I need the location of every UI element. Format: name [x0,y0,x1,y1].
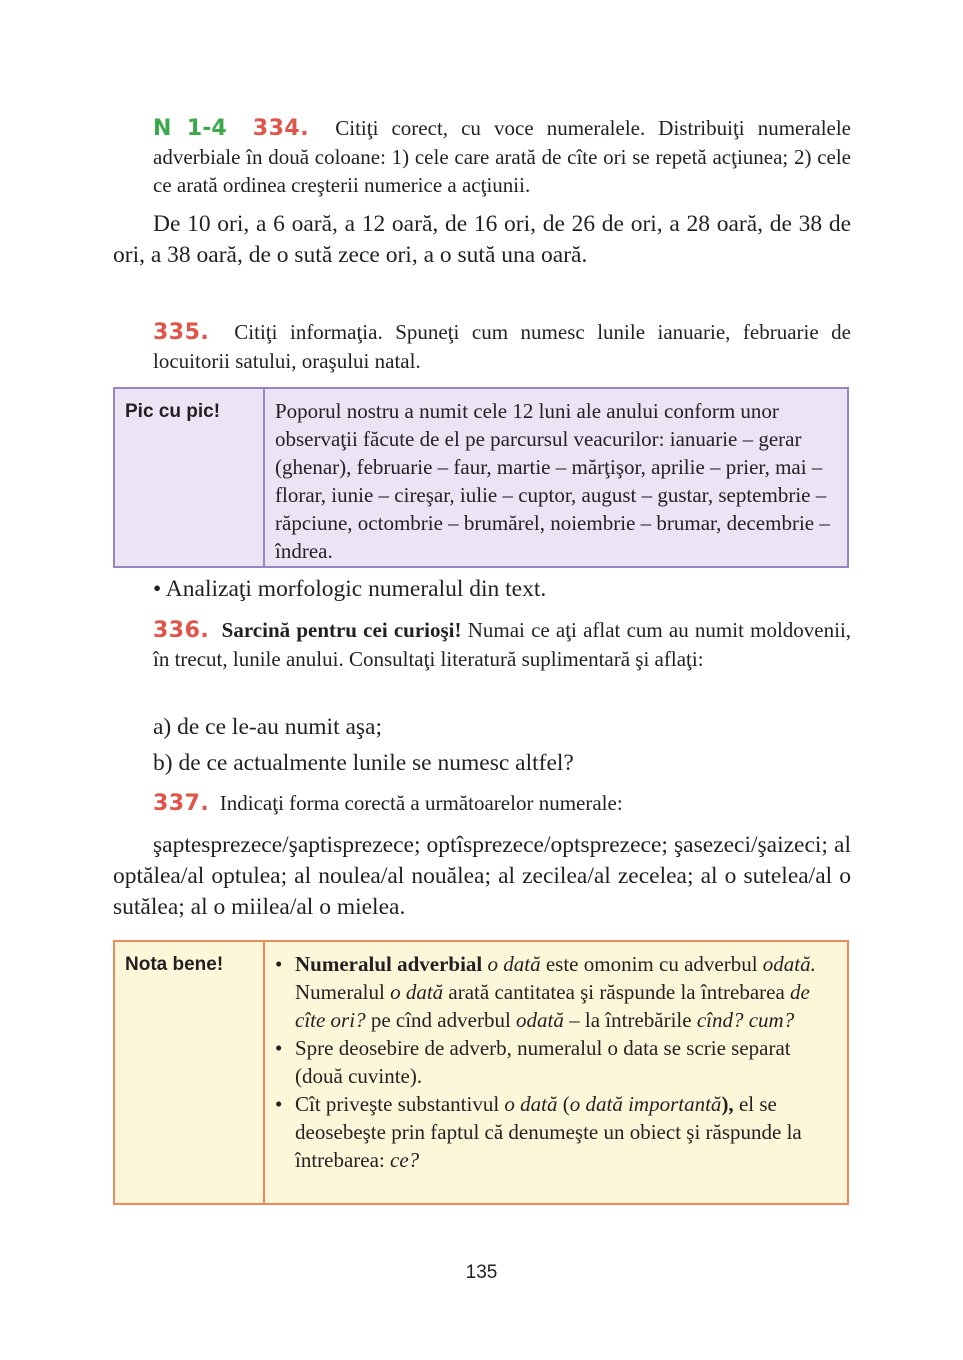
item-b: b) de ce actualmente lunile se numesc altfel? [153,750,574,776]
exercise-337-content [113,830,851,923]
level-badge: N 1-4 [153,116,227,141]
numerals-list: De 10 ori, a 6 oară, a 12 oară, de 16 ori, de 26 de ori, a 28 oară, de 38 de ori, a 38 oară, de o sută zece ori, a o sută una oară. [113,211,851,268]
box-label: Pic cu pic! [115,389,265,566]
exercise-text: Citiţi corect, cu voce numeralele. Distribuiţi numeralele adverbiale în două coloane: 1) cele care arată de cîte ori se repetă acţiunea; 2) cele ce arată ordinea creşterii numerice a acţiunii. [153,116,851,197]
exercise-334-instruction [153,114,851,199]
item-a: a) de ce le-au numit aşa; [153,714,383,740]
exercise-text: Indicaţi forma corectă a următoarelor numerale: [219,791,623,815]
exercise-text: Numai ce aţi aflat cum au numit moldovenii, în trecut, lunile anului. Consultaţi literatură suplimentară şi aflaţi: [153,618,852,671]
exercise-337-instruction [153,789,851,818]
exercise-336-instruction [153,616,851,673]
exercise-text: Citiţi informaţia. Spuneţi cum numesc lunile ianuarie, februarie de locuitorii satului, oraşului natal. [153,320,851,373]
exercise-number: 334. [252,116,310,141]
analyze-bullet: • Analizaţi morfologic numeralul din text. [153,576,547,602]
exercise-335-instruction [153,318,851,375]
exercise-number: 337. [153,791,210,816]
pic-cu-pic-box [113,387,849,568]
box-text [265,942,847,1203]
exercise-334-content [113,209,851,271]
exercise-number: 336. [153,618,210,643]
exercise-number: 335. [153,320,210,345]
exercise-bold-text: Sarcină pentru cei curioşi! [221,618,462,642]
box-label: Nota bene! [115,942,265,1203]
note-item: • Cît priveşte substantivul o dată (o dată importantă), el se deosebeşte prin faptul că denumeşte un obiect şi răspunde la întrebarea: ce? [275,1090,837,1174]
nota-bene-box [113,940,849,1205]
box-text: Poporul nostru a numit cele 12 luni ale anului conform unor observaţii făcute de el pe parcursul veacurilor: ianuarie – gerar (ghenar), februarie – faur, martie – mărţişor, aprilie – prier, mai – florar, iunie – cireşar, iulie – cuptor, august – gustar, septembrie – răpciune, octombrie – brumărel, noiembrie – brumar, decembrie – îndrea. [275,399,830,563]
numerals-forms: şaptesprezece/şaptisprezece; optîsprezece/optsprezece; şasezeci/şaizeci; al optălea/al optulea; al noulea/al nouălea; al zecilea/al zecelea; al o sutelea/al o sutălea; al o miilea/al o mielea. [113,832,851,920]
page-number: 135 [465,1262,498,1283]
note-item: • Numeralul adverbial o dată este omonim cu adverbul odată. Numeralul o dată arată cantitatea şi răspunde la întrebarea de cîte ori? pe cînd adverbul odată – la întrebările cînd? cum? [275,950,837,1034]
note-item: • Spre deosebire de adverb, numeralul o data se scrie separat (două cuvinte). [275,1034,837,1090]
